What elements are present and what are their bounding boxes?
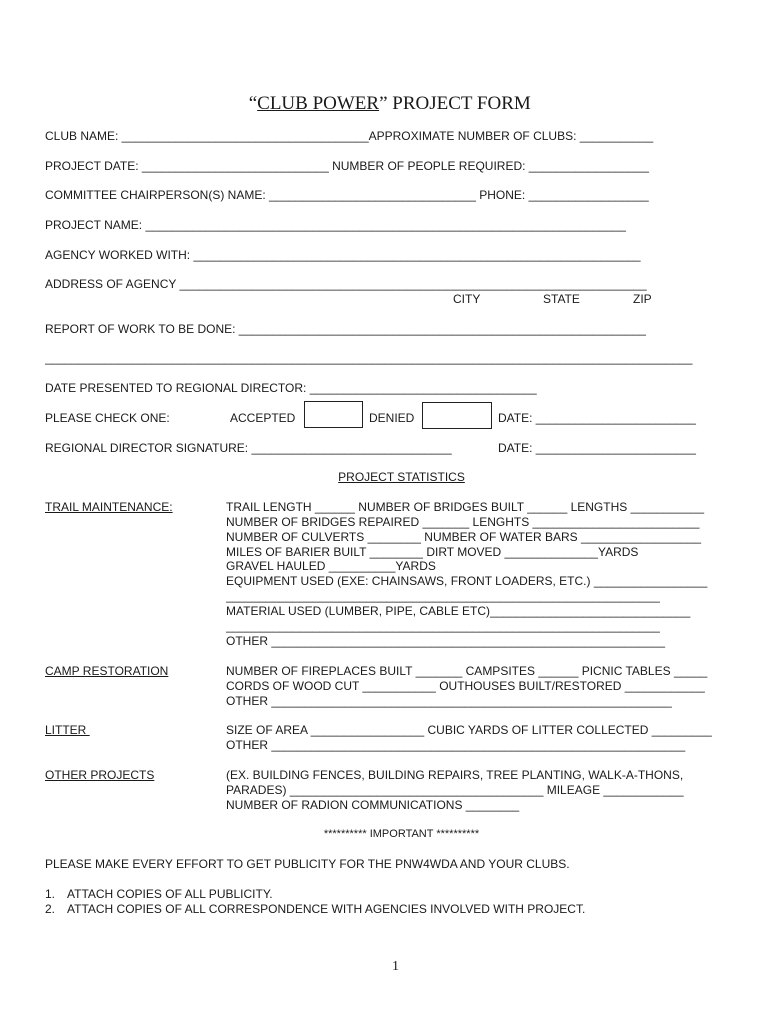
accepted-label: ACCEPTED <box>230 411 296 425</box>
other-projects-label: OTHER PROJECTS <box>45 768 155 782</box>
other-line[interactable]: NUMBER OF RADION COMMUNICATIONS ________ <box>226 798 520 812</box>
instruction-number: 2. <box>45 902 56 916</box>
zip-caption: ZIP <box>633 292 652 306</box>
trail-line[interactable]: EQUIPMENT USED (EXE: CHAINSAWS, FRONT LOADERS, ETC.) _________________ <box>226 574 708 588</box>
trail-line[interactable]: _________________________________________________________________ <box>226 589 660 603</box>
form-title <box>0 71 770 115</box>
trail-line[interactable]: OTHER ___________________________________________________________ <box>226 634 666 648</box>
trail-line[interactable]: GRAVEL HAULED __________YARDS <box>226 559 436 573</box>
project-name-row[interactable]: PROJECT NAME: ________________________________________________________________________ <box>45 218 626 232</box>
instruction-text: ATTACH COPIES OF ALL CORRESPONDENCE WITH AGENCIES INVOLVED WITH PROJECT. <box>67 902 586 916</box>
denied-checkbox[interactable] <box>422 402 492 429</box>
title-rest: PROJECT FORM <box>387 93 531 114</box>
report-line-2[interactable]: _________________________________________________________________________________________________ <box>45 351 693 365</box>
committee-row[interactable]: COMMITTEE CHAIRPERSON(S) NAME: _______________________________ PHONE: __________________ <box>45 188 649 202</box>
date-presented-row[interactable]: DATE PRESENTED TO REGIONAL DIRECTOR: __________________________________ <box>45 381 537 395</box>
title-open-quote: “ <box>248 93 258 114</box>
title-club-power: CLUB POWER <box>257 93 380 114</box>
trail-line[interactable]: _________________________________________________________________ <box>226 619 660 633</box>
trail-line[interactable]: NUMBER OF CULVERTS ________ NUMBER OF WATER BARS __________________ <box>226 530 702 544</box>
check-date-field[interactable]: DATE: ________________________ <box>498 411 696 425</box>
other-line: (EX. BUILDING FENCES, BUILDING REPAIRS, TREE PLANTING, WALK-A-THONS, <box>226 768 684 782</box>
accepted-checkbox[interactable] <box>304 401 363 428</box>
agency-address-row[interactable]: ADDRESS OF AGENCY ______________________________________________________________________ <box>45 277 647 291</box>
publicity-note: PLEASE MAKE EVERY EFFORT TO GET PUBLICITY FOR THE PNW4WDA AND YOUR CLUBS. <box>45 857 570 871</box>
camp-restoration-label: CAMP RESTORATION <box>45 664 169 678</box>
project-statistics-heading: PROJECT STATISTICS <box>338 470 465 484</box>
please-check-label: PLEASE CHECK ONE: <box>45 411 170 425</box>
litter-line[interactable]: OTHER ______________________________________________________________ <box>226 738 686 752</box>
instruction-number: 1. <box>45 887 56 901</box>
city-caption: CITY <box>453 292 481 306</box>
trail-line[interactable]: MATERIAL USED (LUMBER, PIPE, CABLE ETC)______________________________ <box>226 604 691 618</box>
project-date-row[interactable]: PROJECT DATE: ____________________________ NUMBER OF PEOPLE REQUIRED: __________________ <box>45 159 649 173</box>
director-signature-row[interactable]: REGIONAL DIRECTOR SIGNATURE: ______________________________ <box>45 441 452 455</box>
litter-line[interactable]: SIZE OF AREA _________________ CUBIC YARDS OF LITTER COLLECTED _________ <box>226 723 712 737</box>
litter-label: LITTER <box>45 723 90 737</box>
signature-date-field[interactable]: DATE: ________________________ <box>498 441 696 455</box>
title-close-quote: ” <box>379 93 388 114</box>
page-number: 1 <box>392 959 399 974</box>
camp-line[interactable]: OTHER ____________________________________________________________ <box>226 694 672 708</box>
instruction-text: ATTACH COPIES OF ALL PUBLICITY. <box>67 887 273 901</box>
state-caption: STATE <box>543 292 580 306</box>
denied-label: DENIED <box>369 411 415 425</box>
trail-line[interactable]: TRAIL LENGTH ______ NUMBER OF BRIDGES BUILT ______ LENGTHS ___________ <box>226 500 704 514</box>
trail-maintenance-label: TRAIL MAINTENANCE: <box>45 500 173 514</box>
camp-line[interactable]: CORDS OF WOOD CUT ___________ OUTHOUSES BUILT/RESTORED ____________ <box>226 679 705 693</box>
important-banner: ********** IMPORTANT ********** <box>323 828 480 840</box>
agency-worked-row[interactable]: AGENCY WORKED WITH: ___________________________________________________________________ <box>45 248 641 262</box>
other-line[interactable]: PARADES) ______________________________________ MILEAGE ____________ <box>226 783 684 797</box>
trail-line[interactable]: NUMBER OF BRIDGES REPAIRED _______ LENGHTS _________________________ <box>226 515 700 529</box>
trail-line[interactable]: MILES OF BARIER BUILT ________ DIRT MOVED ______________YARDS <box>226 545 639 559</box>
report-row[interactable]: REPORT OF WORK TO BE DONE: _____________________________________________________________ <box>45 322 646 336</box>
club-name-row[interactable]: CLUB NAME: _____________________________________APPROXIMATE NUMBER OF CLUBS: ___________ <box>45 129 654 143</box>
camp-line[interactable]: NUMBER OF FIREPLACES BUILT _______ CAMPSITES ______ PICNIC TABLES _____ <box>226 664 708 678</box>
